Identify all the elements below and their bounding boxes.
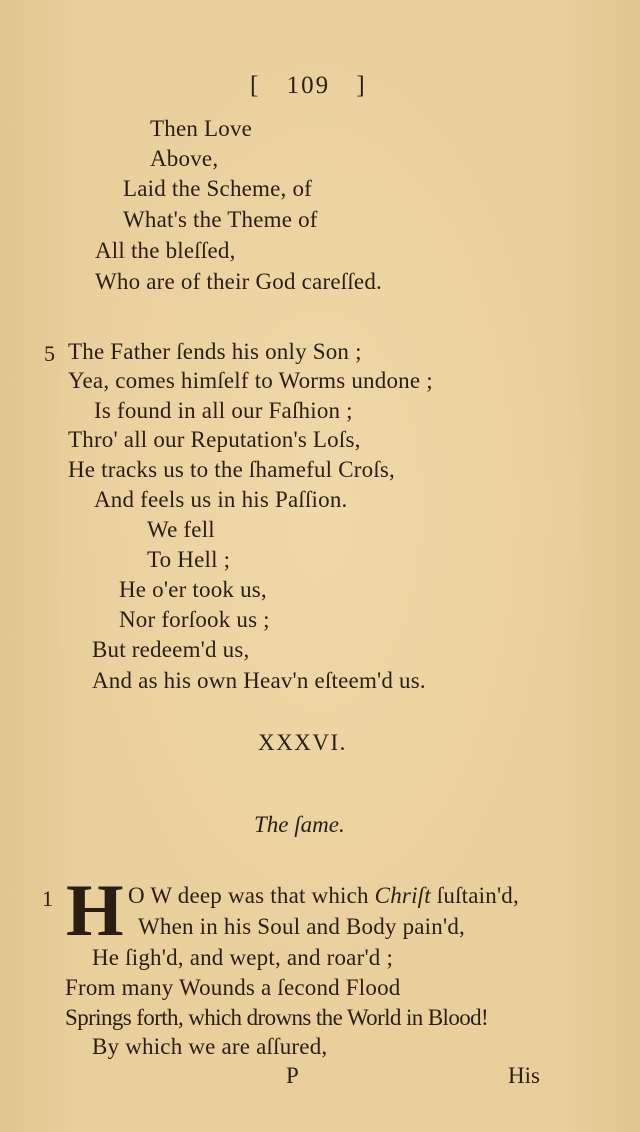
verse-line: The Father ſends his only Son ; <box>68 339 362 364</box>
verse-line: We fell <box>147 517 215 542</box>
verse-line: And as his own Heav'n eſteem'd us. <box>92 668 426 693</box>
verse-italic-name: Chriſt <box>374 883 431 908</box>
verse-line: By which we are aſſured, <box>92 1034 328 1059</box>
section-title: XXXVI. <box>258 730 347 755</box>
verse-line-first <box>128 881 519 911</box>
drop-cap: H <box>66 870 124 952</box>
verse-line: And feels us in his Paſſion. <box>94 487 348 512</box>
verse-text: ſuſtain'd, <box>430 883 519 908</box>
verse-line: What's the Theme of <box>123 207 318 232</box>
stanza-number: 5 <box>44 341 55 366</box>
verse-line: From many Wounds a ſecond Flood <box>65 975 401 1000</box>
verse-line: Who are of their God careſſed. <box>95 269 382 294</box>
verse-line: To Hell ; <box>147 547 231 572</box>
verse-line: Thro' all our Reputation's Loſs, <box>68 427 361 452</box>
verse-line: Springs forth, which drowns the World in Blood! <box>65 1005 489 1030</box>
verse-line: He o'er took us, <box>119 577 267 602</box>
verse-line: He tracks us to the ſhameful Croſs, <box>68 457 396 482</box>
page-number: 109 <box>286 72 331 99</box>
stanza-number: 1 <box>42 886 53 911</box>
verse-line: When in his Soul and Body pain'd, <box>138 914 465 939</box>
verse-line: Laid the Scheme, of <box>123 176 313 201</box>
catchword: His <box>508 1063 540 1088</box>
verse-line: Above, <box>150 146 219 171</box>
verse-line: Nor forſook us ; <box>119 607 270 632</box>
verse-line: He ſigh'd, and wept, and roar'd ; <box>92 945 394 970</box>
verse-line: Is found in all our Faſhion ; <box>94 398 353 423</box>
verse-text: O W deep was that which <box>128 883 375 908</box>
left-bracket: [ <box>250 72 261 99</box>
verse-line: Yea, comes himſelf to Worms undone ; <box>68 368 433 393</box>
right-bracket: ] <box>356 72 367 99</box>
verse-line: Then Love <box>150 116 253 141</box>
verse-line: But redeem'd us, <box>92 637 250 662</box>
verse-line: All the bleſſed, <box>95 238 236 263</box>
signature-mark: P <box>286 1063 299 1088</box>
section-subtitle: The ſame. <box>254 812 345 837</box>
page-header <box>250 72 367 100</box>
